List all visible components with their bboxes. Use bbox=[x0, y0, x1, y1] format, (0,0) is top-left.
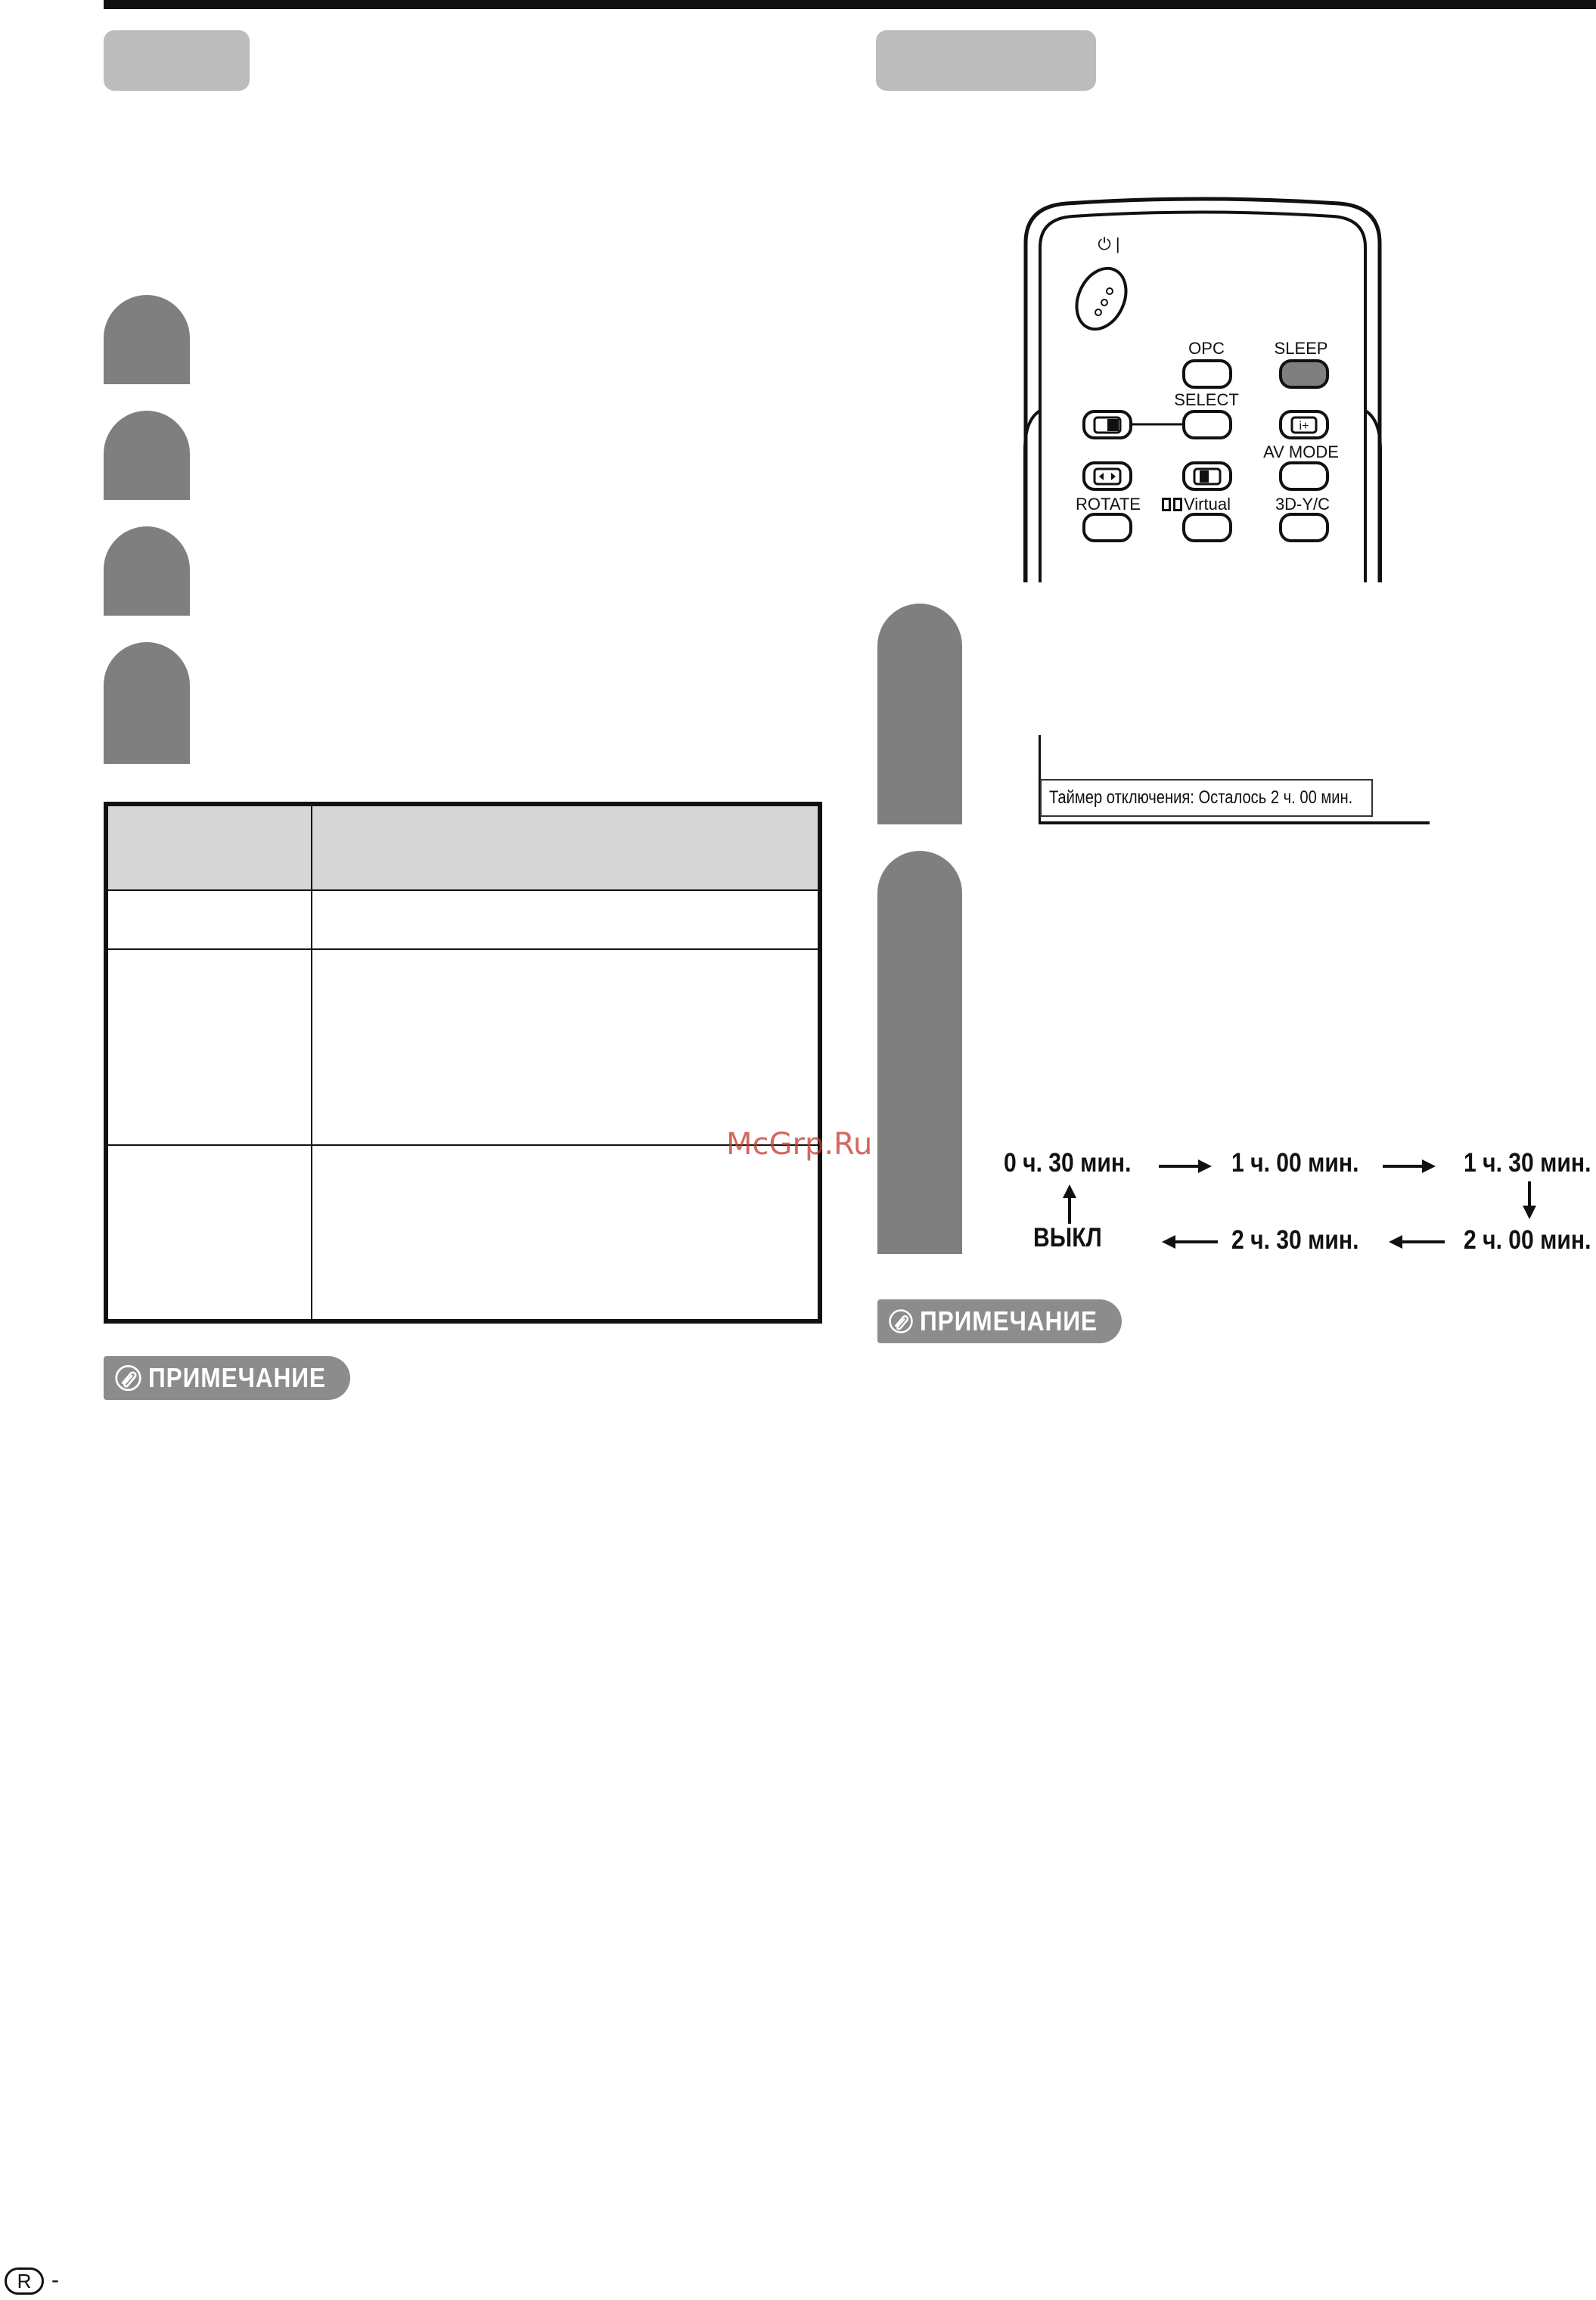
svg-text:i+: i+ bbox=[1299, 420, 1309, 433]
region-badge bbox=[5, 2267, 44, 2295]
sequence-arrows bbox=[1036, 1134, 1596, 1278]
dolby-virtual-icon bbox=[1161, 496, 1184, 514]
seq-item-1h00: 1 ч. 00 мин. bbox=[1231, 1148, 1359, 1178]
step-tab-right-1 bbox=[877, 604, 962, 824]
top-rule bbox=[104, 0, 1596, 9]
watermark: McGrp.Ru bbox=[726, 1127, 873, 1162]
power-symbol-label: ⏻ | bbox=[1098, 234, 1120, 253]
paperclip-icon bbox=[888, 1306, 914, 1336]
step-tab-1 bbox=[104, 295, 190, 384]
seq-item-2h30: 2 ч. 30 мин. bbox=[1231, 1225, 1359, 1255]
table-row-divider-2 bbox=[108, 1144, 818, 1146]
table-row-divider-1 bbox=[108, 948, 818, 950]
rotate-label: ROTATE bbox=[1076, 495, 1141, 514]
note-badge-right bbox=[877, 1299, 1122, 1343]
seq-item-1h30: 1 ч. 30 мин. bbox=[1464, 1148, 1591, 1178]
region-letter: R bbox=[17, 2269, 32, 2292]
av-mode-label: AV MODE bbox=[1263, 442, 1339, 461]
virtual-label: Virtual bbox=[1184, 495, 1231, 514]
note-badge-left bbox=[104, 1356, 350, 1400]
note-label-right: ПРИМЕЧАНИЕ bbox=[920, 1305, 1098, 1336]
seq-item-off: ВЫКЛ bbox=[1033, 1223, 1102, 1252]
section-tab-left bbox=[104, 30, 250, 91]
page-number-dash: - bbox=[51, 2267, 59, 2292]
step-tab-right-2 bbox=[877, 851, 962, 1254]
remote-control-illustration bbox=[998, 193, 1407, 582]
paperclip-icon bbox=[114, 1363, 142, 1393]
screen-bottom-edge bbox=[1039, 821, 1430, 824]
sleep-label: SLEEP bbox=[1274, 339, 1328, 358]
note-label-left: ПРИМЕЧАНИЕ bbox=[148, 1362, 326, 1393]
step-tab-3 bbox=[104, 526, 190, 616]
seq-item-2h00: 2 ч. 00 мин. bbox=[1464, 1225, 1591, 1255]
step-tab-2 bbox=[104, 411, 190, 500]
table-header bbox=[108, 806, 818, 891]
seq-item-0h30: 0 ч. 30 мин. bbox=[1004, 1148, 1132, 1178]
3d-yc-label: 3D-Y/C bbox=[1275, 495, 1331, 514]
select-label: SELECT bbox=[1174, 390, 1239, 409]
section-tab-right bbox=[876, 30, 1096, 91]
osd-message: Таймер отключения: Осталось 2 ч. 00 мин. bbox=[1049, 787, 1353, 808]
step-tab-4 bbox=[104, 642, 190, 764]
settings-table bbox=[104, 802, 822, 1324]
sleep-timer-osd bbox=[1040, 779, 1373, 817]
opc-label: OPC bbox=[1188, 339, 1225, 358]
table-column-divider bbox=[311, 806, 312, 1319]
